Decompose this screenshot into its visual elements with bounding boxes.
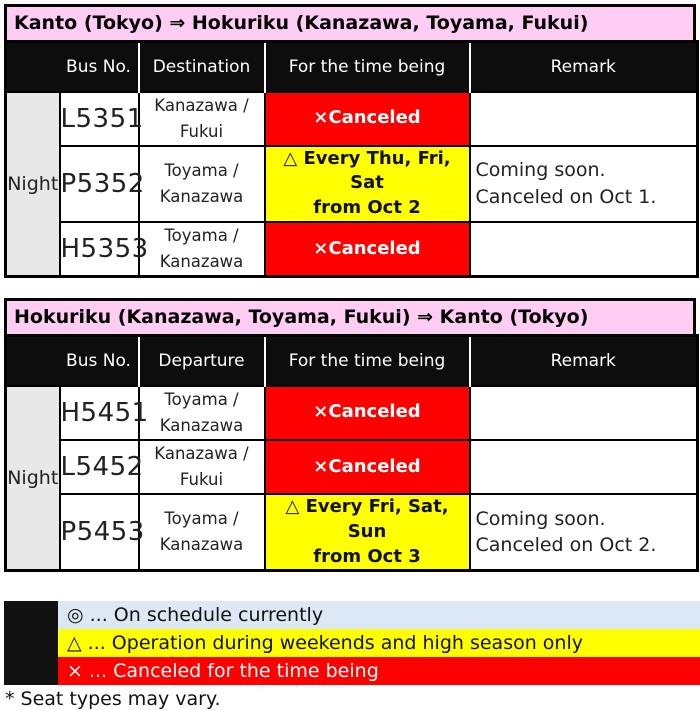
bus-number-cell: L5351 [60, 92, 139, 146]
destination-line: Toyama / [164, 226, 239, 246]
legend [4, 601, 700, 685]
column-header-remark: Remark [470, 336, 698, 386]
schedule-table-outbound [4, 4, 696, 278]
destination-line: Kanazawa [159, 252, 244, 272]
table-row [6, 146, 698, 222]
status-cell-canceled [265, 92, 470, 146]
remark-cell [470, 386, 698, 440]
departure-line: Fukui [179, 469, 224, 489]
bus-number-cell: P5453 [60, 494, 139, 571]
remark-line: Canceled on Oct 1. [475, 185, 657, 208]
status-line: △ Every Thu, Fri, Sat [283, 147, 451, 194]
column-header-for-the-time-being: For the time being [265, 336, 470, 386]
column-header-departure: Departure [139, 336, 265, 386]
column-header-bus-no: Bus No. [60, 42, 139, 92]
remark-cell [470, 146, 698, 222]
destination-cell [139, 222, 265, 277]
status-line: from Oct 2 [313, 197, 421, 219]
remark-line: Coming soon. [475, 507, 606, 530]
destination-line: Fukui [179, 121, 224, 141]
bus-number-cell: L5452 [60, 440, 139, 494]
column-header-destination: Destination [139, 42, 265, 92]
status-cell-canceled [265, 386, 470, 440]
night-cell: Night [6, 386, 60, 571]
night-cell: Night [6, 92, 60, 277]
status-line: ×Canceled [313, 107, 421, 129]
column-header-for-the-time-being: For the time being [265, 42, 470, 92]
legend-item-weekend-operation: △ ... Operation during weekends and high season only [58, 629, 700, 657]
schedule-table-return [4, 298, 696, 572]
legend-rows [58, 601, 700, 685]
legend-item-on-schedule: ◎ ... On schedule currently [58, 601, 700, 629]
column-header-bus-no: Bus No. [60, 336, 139, 386]
status-cell-canceled [265, 440, 470, 494]
remark-cell [470, 222, 698, 277]
footnote-seat-types: * Seat types may vary. [5, 688, 221, 710]
legend-black-swatch [4, 601, 58, 685]
status-line: ×Canceled [313, 401, 421, 423]
remark-line: Coming soon. [475, 159, 606, 182]
header-cell-empty [6, 42, 60, 92]
remark-cell [470, 494, 698, 571]
status-line: ×Canceled [313, 455, 421, 477]
legend-item-canceled: × ... Canceled for the time being [58, 657, 700, 685]
status-cell-weekend [265, 494, 470, 571]
status-cell-weekend [265, 146, 470, 222]
bus-number-cell: H5353 [60, 222, 139, 277]
column-header-remark: Remark [470, 42, 698, 92]
remark-cell [470, 92, 698, 146]
table-row [6, 222, 698, 277]
status-line: △ Every Fri, Sat, Sun [285, 495, 449, 542]
remark-cell [470, 440, 698, 494]
table-row [6, 92, 698, 146]
header-cell-empty [6, 336, 60, 386]
table-row [6, 440, 698, 494]
departure-cell [139, 494, 265, 571]
status-cell-canceled [265, 222, 470, 277]
table-row [6, 494, 698, 571]
bus-number-cell: H5451 [60, 386, 139, 440]
departure-line: Kanazawa / [154, 443, 249, 463]
status-line: ×Canceled [313, 237, 421, 259]
destination-cell [139, 146, 265, 222]
schedule-grid [4, 334, 699, 572]
destination-cell [139, 92, 265, 146]
destination-line: Kanazawa / [154, 95, 249, 115]
departure-line: Toyama / [164, 509, 239, 529]
remark-line: Canceled on Oct 2. [475, 534, 657, 557]
schedule-grid [4, 40, 699, 278]
departure-line: Kanazawa [159, 415, 244, 435]
departure-line: Kanazawa [159, 535, 244, 555]
table-title-banner: Hokuriku (Kanazawa, Toyama, Fukui) ⇒ Kanto (Tokyo) [4, 298, 696, 334]
departure-cell [139, 440, 265, 494]
bus-number-cell: P5352 [60, 146, 139, 222]
departure-cell [139, 386, 265, 440]
header-row [6, 336, 698, 386]
destination-line: Kanazawa [159, 186, 244, 206]
destination-line: Toyama / [164, 160, 239, 180]
departure-line: Toyama / [164, 389, 239, 409]
status-line: from Oct 3 [313, 545, 421, 567]
table-row [6, 386, 698, 440]
table-title-banner: Kanto (Tokyo) ⇒ Hokuriku (Kanazawa, Toyama, Fukui) [4, 4, 696, 40]
header-row [6, 42, 698, 92]
